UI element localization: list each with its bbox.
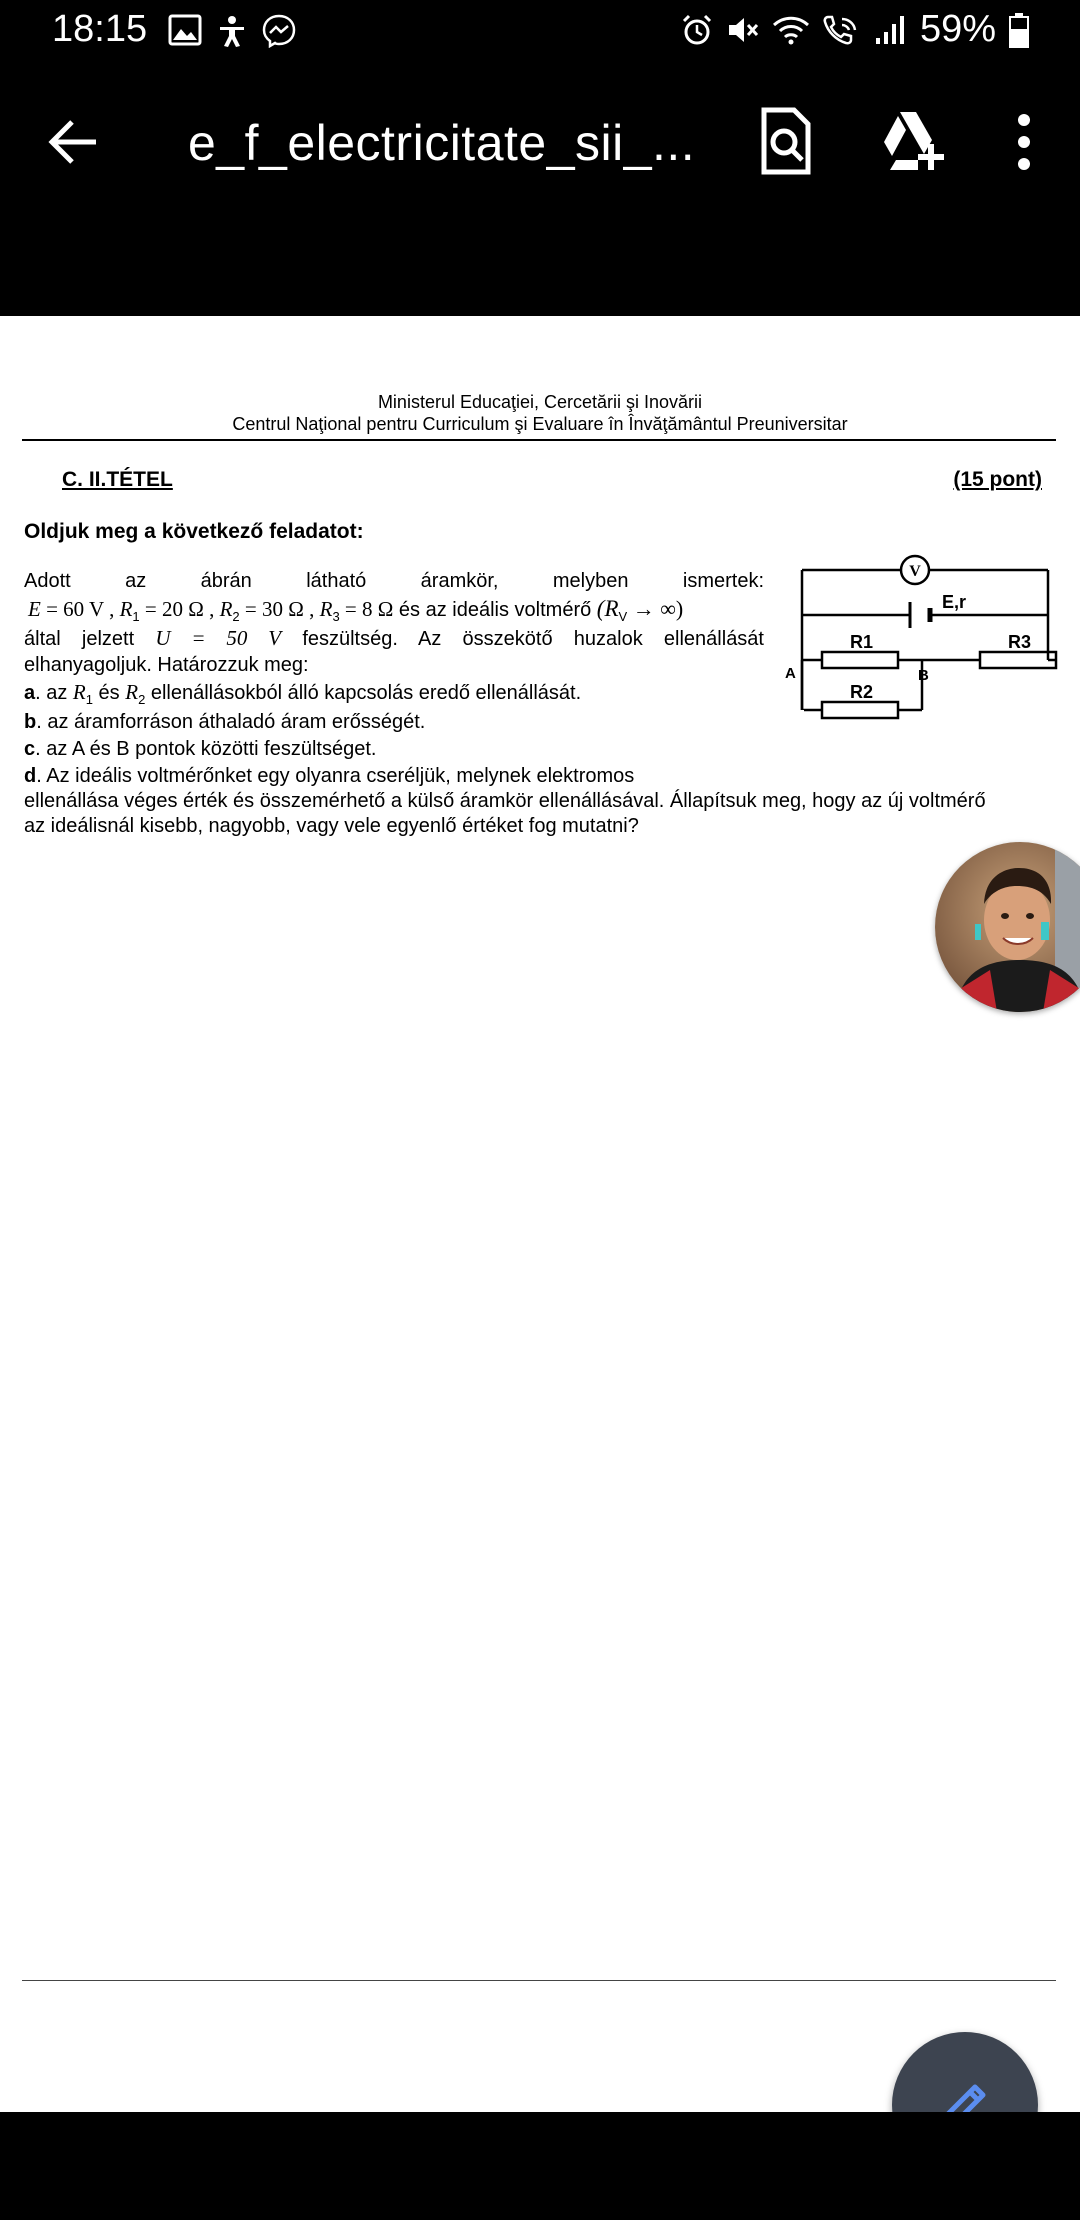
question-a: a. az $R_1$ és $R_2$ ellenállásokból álló kapcsolás eredő ellenállását. — [24, 680, 582, 707]
task-intro: Oldjuk meg a következő feladatot: — [24, 520, 364, 543]
messenger-icon — [262, 14, 296, 48]
status-bar — [0, 0, 1080, 66]
problem-line-4: elhanyagoljuk. Határozzuk meg: — [24, 654, 309, 676]
circuit-diagram — [780, 552, 1070, 748]
header-center: Centrul Naţional pentru Curriculum şi Evaluare în Învăţământul Preuniversitar — [232, 414, 848, 434]
signal-icon — [874, 14, 908, 46]
mute-icon — [726, 13, 760, 47]
battery-percentage: 59% — [919, 8, 996, 50]
r1-label: R1 — [850, 632, 874, 652]
battery-icon — [1008, 12, 1030, 48]
drive-add-icon — [880, 108, 946, 174]
more-options-button[interactable] — [1004, 110, 1044, 176]
node-b-label: B — [918, 667, 929, 684]
source-label: E,r — [942, 592, 967, 612]
question-d-line-2: ellenállása véges érték és összemérhető a külső áramkör ellenállásával. Állapítsuk meg, hogy az új voltmérő — [24, 790, 986, 812]
footer-divider — [22, 1980, 1056, 1981]
status-system-icons — [680, 8, 1030, 51]
search-document-icon — [758, 106, 814, 176]
document-title: e_f_electricitate_sii_... — [188, 115, 696, 171]
problem-line-1: Adott az ábrán látható áramkör, melyben ismertek: — [24, 570, 765, 592]
question-b: b. az áramforráson áthaladó áram erősségét. — [24, 711, 426, 733]
add-to-drive-button[interactable] — [880, 108, 946, 174]
question-d: d. Az ideális voltmérőnket egy olyanra cseréljük, melynek elektromos — [24, 765, 635, 787]
voltmeter-label: V — [909, 563, 921, 580]
wifi-calling-icon — [822, 13, 862, 47]
alarm-icon — [680, 13, 714, 47]
section-title: C. II.TÉTEL — [62, 468, 173, 491]
header-ministry: Ministerul Educaţiei, Cercetării şi Inovării — [377, 392, 703, 412]
section-points: (15 pont) — [953, 468, 1042, 491]
back-arrow-icon — [44, 112, 104, 172]
document-page[interactable] — [0, 316, 1080, 2112]
question-d-line-3: az ideálisnál kisebb, nagyobb, vagy vele egyenlő értéket fog mutatni? — [24, 815, 639, 837]
status-notification-icons — [168, 14, 296, 48]
wifi-icon — [772, 14, 810, 46]
system-navigation-bar — [0, 2112, 1080, 2220]
back-button[interactable] — [44, 112, 104, 172]
gallery-icon — [168, 14, 202, 46]
question-c: c. az A és B pontok közötti feszültséget. — [24, 738, 377, 760]
accessibility-icon — [216, 14, 248, 48]
header-divider — [22, 439, 1056, 441]
search-document-button[interactable] — [758, 106, 814, 176]
problem-line-2: E = 60 V , $R_1 = 20$ Ω , $R_2 = 30$ Ω , $R_3 = 8$ Ω és az ideális voltmérő ($R_V$ → ∞) — [28, 596, 684, 624]
problem-line-3: által jelzett U = 50 V feszültség. Az összekötő huzalok ellenállását — [24, 626, 764, 650]
status-time: 18:15 — [52, 8, 148, 50]
node-a-label: A — [785, 665, 796, 682]
r3-label: R3 — [1008, 632, 1032, 652]
r2-label: R2 — [850, 682, 874, 702]
app-bar — [0, 66, 1080, 316]
more-vert-icon — [1004, 110, 1044, 176]
